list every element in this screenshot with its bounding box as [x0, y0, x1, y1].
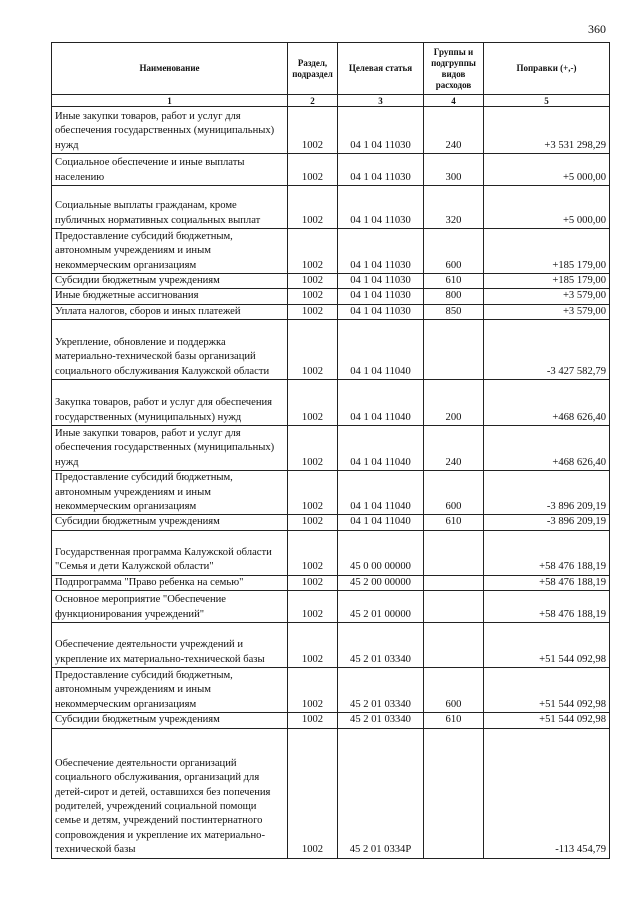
row-group: 240 — [424, 426, 484, 471]
row-section: 1002 — [288, 471, 338, 515]
row-amount: +185 179,00 — [484, 229, 610, 274]
header-amend: Поправки (+,-) — [484, 43, 610, 95]
table-row — [52, 107, 610, 154]
row-section: 1002 — [288, 426, 338, 471]
row-target: 04 1 04 11030 — [338, 154, 424, 186]
row-name: Социальные выплаты гражданам, кроме публичных нормативных социальных выплат — [52, 186, 288, 229]
row-amount: +5 000,00 — [484, 186, 610, 229]
row-name: Предоставление субсидий бюджетным, автономным учреждениям и иным некоммерческим организациям — [52, 471, 288, 515]
row-target: 04 1 04 11040 — [338, 380, 424, 426]
row-target: 04 1 04 11040 — [338, 320, 424, 380]
row-amount: +51 544 092,98 — [484, 668, 610, 713]
row-amount: +5 000,00 — [484, 154, 610, 186]
row-section: 1002 — [288, 274, 338, 289]
row-amount: +58 476 188,19 — [484, 575, 610, 590]
row-name: Закупка товаров, работ и услуг для обеспечения государственных (муниципальных) нужд — [52, 380, 288, 426]
page-number: 360 — [588, 22, 606, 36]
row-section: 1002 — [288, 668, 338, 713]
row-target: 04 1 04 11030 — [338, 274, 424, 289]
row-group: 850 — [424, 304, 484, 319]
column-number-row — [52, 95, 610, 107]
row-name: Подпрограмма "Право ребенка на семью" — [52, 575, 288, 590]
col-number: 1 — [52, 95, 288, 107]
row-group — [424, 530, 484, 575]
row-section: 1002 — [288, 154, 338, 186]
row-target: 45 2 00 00000 — [338, 575, 424, 590]
row-name: Основное мероприятие "Обеспечение функционирования учреждений" — [52, 591, 288, 623]
row-target: 45 0 00 00000 — [338, 530, 424, 575]
row-section: 1002 — [288, 107, 338, 154]
row-target: 04 1 04 11030 — [338, 289, 424, 304]
row-group — [424, 320, 484, 380]
row-group: 600 — [424, 471, 484, 515]
table-row — [52, 154, 610, 186]
row-group: 610 — [424, 515, 484, 530]
row-group: 200 — [424, 380, 484, 426]
row-amount: -3 896 209,19 — [484, 471, 610, 515]
amendments-table — [51, 42, 610, 859]
row-target: 04 1 04 11040 — [338, 426, 424, 471]
row-group: 610 — [424, 274, 484, 289]
col-number: 4 — [424, 95, 484, 107]
row-section: 1002 — [288, 623, 338, 668]
row-group: 610 — [424, 713, 484, 728]
row-target: 45 2 01 03340 — [338, 668, 424, 713]
row-section: 1002 — [288, 728, 338, 858]
row-group: 600 — [424, 668, 484, 713]
row-name: Предоставление субсидий бюджетным, автономным учреждениям и иным некоммерческим организациям — [52, 229, 288, 274]
row-section: 1002 — [288, 320, 338, 380]
row-amount: -3 896 209,19 — [484, 515, 610, 530]
row-target: 04 1 04 11030 — [338, 229, 424, 274]
row-group: 240 — [424, 107, 484, 154]
row-group: 300 — [424, 154, 484, 186]
table-row — [52, 289, 610, 304]
row-group — [424, 575, 484, 590]
row-group — [424, 728, 484, 858]
row-amount: +51 544 092,98 — [484, 623, 610, 668]
row-group: 600 — [424, 229, 484, 274]
row-target: 04 1 04 11030 — [338, 186, 424, 229]
table-row — [52, 623, 610, 668]
col-number: 3 — [338, 95, 424, 107]
row-name: Иные закупки товаров, работ и услуг для обеспечения государственных (муниципальных) нужд — [52, 426, 288, 471]
row-target: 04 1 04 11030 — [338, 304, 424, 319]
row-amount: +3 531 298,29 — [484, 107, 610, 154]
row-group: 320 — [424, 186, 484, 229]
row-amount: -3 427 582,79 — [484, 320, 610, 380]
row-amount: -113 454,79 — [484, 728, 610, 858]
row-section: 1002 — [288, 289, 338, 304]
row-section: 1002 — [288, 530, 338, 575]
header-section: Раздел, подраздел — [288, 43, 338, 95]
table-row — [52, 274, 610, 289]
row-name: Иные бюджетные ассигнования — [52, 289, 288, 304]
table-row — [52, 728, 610, 858]
row-name: Субсидии бюджетным учреждениям — [52, 713, 288, 728]
header-groups: Группы и подгруппы видов расходов — [424, 43, 484, 95]
table-row — [52, 591, 610, 623]
row-name: Государственная программа Калужской области "Семья и дети Калужской области" — [52, 530, 288, 575]
row-name: Иные закупки товаров, работ и услуг для обеспечения государственных (муниципальных) нужд — [52, 107, 288, 154]
row-target: 45 2 01 0334Р — [338, 728, 424, 858]
row-amount: +3 579,00 — [484, 304, 610, 319]
row-amount: +58 476 188,19 — [484, 591, 610, 623]
row-group — [424, 591, 484, 623]
table-row — [52, 530, 610, 575]
row-section: 1002 — [288, 515, 338, 530]
row-target: 04 1 04 11040 — [338, 471, 424, 515]
row-name: Субсидии бюджетным учреждениям — [52, 515, 288, 530]
table-row — [52, 515, 610, 530]
row-section: 1002 — [288, 380, 338, 426]
table-row — [52, 426, 610, 471]
table-row — [52, 471, 610, 515]
row-amount: +468 626,40 — [484, 426, 610, 471]
header-target: Целевая статья — [338, 43, 424, 95]
table-row — [52, 713, 610, 728]
table-row — [52, 575, 610, 590]
col-number: 2 — [288, 95, 338, 107]
table-row — [52, 320, 610, 380]
row-target: 45 2 01 03340 — [338, 623, 424, 668]
row-name: Предоставление субсидий бюджетным, автономным учреждениям и иным некоммерческим организациям — [52, 668, 288, 713]
header-row — [52, 43, 610, 95]
row-amount: +468 626,40 — [484, 380, 610, 426]
row-section: 1002 — [288, 186, 338, 229]
row-group — [424, 623, 484, 668]
row-section: 1002 — [288, 575, 338, 590]
table-row — [52, 304, 610, 319]
row-name: Социальное обеспечение и иные выплаты населению — [52, 154, 288, 186]
table-row — [52, 186, 610, 229]
row-section: 1002 — [288, 229, 338, 274]
row-section: 1002 — [288, 591, 338, 623]
row-name: Укрепление, обновление и поддержка материально-технической базы организаций социального обслуживания Калужской области — [52, 320, 288, 380]
row-amount: +185 179,00 — [484, 274, 610, 289]
table-row — [52, 229, 610, 274]
row-group: 800 — [424, 289, 484, 304]
row-name: Уплата налогов, сборов и иных платежей — [52, 304, 288, 319]
row-target: 04 1 04 11030 — [338, 107, 424, 154]
header-name: Наименование — [52, 43, 288, 95]
row-amount: +51 544 092,98 — [484, 713, 610, 728]
row-target: 04 1 04 11040 — [338, 515, 424, 530]
row-target: 45 2 01 00000 — [338, 591, 424, 623]
row-name: Обеспечение деятельности учреждений и укрепление их материально-технической базы — [52, 623, 288, 668]
row-section: 1002 — [288, 304, 338, 319]
table-row — [52, 668, 610, 713]
row-name: Обеспечение деятельности организаций социального обслуживания, организаций для детей-сирот и детей, оставшихся без попечения родителей, учреждений социальной помощи семье и детям, учреждений постинтернатного сопровождения и укрепление их материально-технической базы — [52, 728, 288, 858]
row-amount: +3 579,00 — [484, 289, 610, 304]
row-amount: +58 476 188,19 — [484, 530, 610, 575]
row-target: 45 2 01 03340 — [338, 713, 424, 728]
row-name: Субсидии бюджетным учреждениям — [52, 274, 288, 289]
table-row — [52, 380, 610, 426]
col-number: 5 — [484, 95, 610, 107]
row-section: 1002 — [288, 713, 338, 728]
